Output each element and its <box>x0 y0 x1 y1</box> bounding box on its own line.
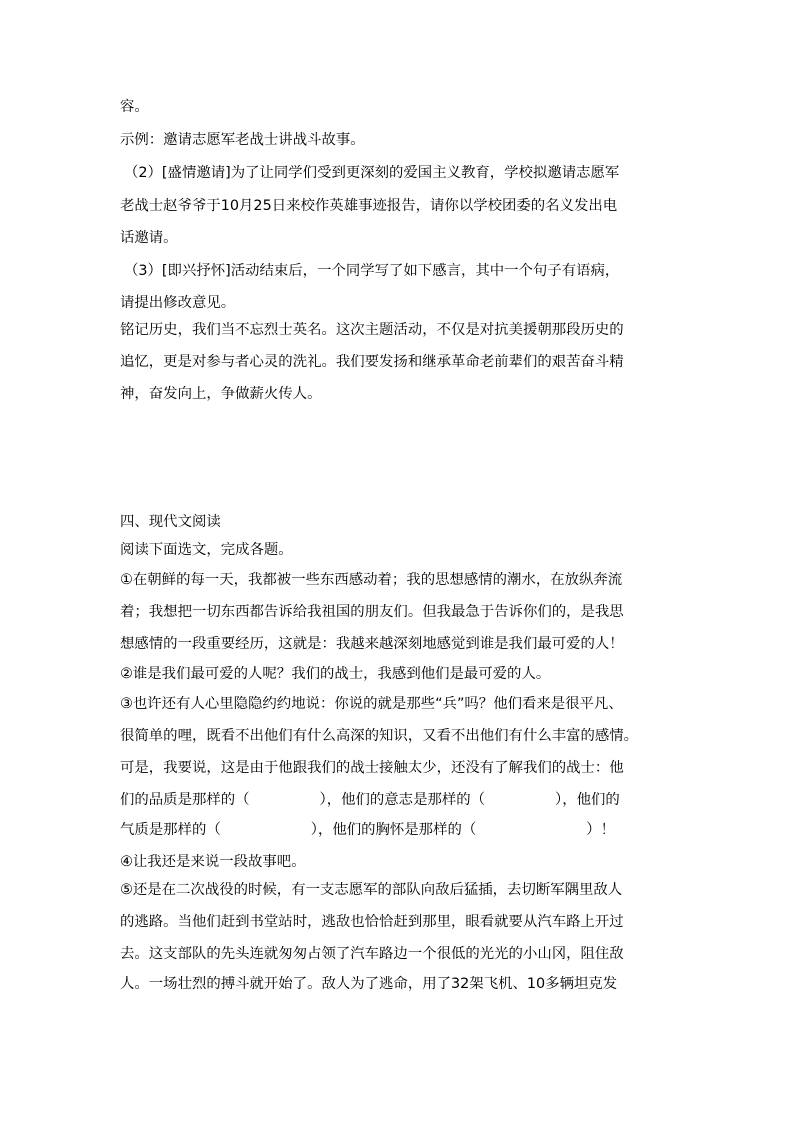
reflection-line: 追忆，更是对参与者心灵的洗礼。我们要发扬和继承革命老前辈们的艰苦奋斗精 <box>120 354 624 370</box>
paragraph-line: 可是，我要说，这是由于他跟我们的战士接触太少，还没有了解我们的战士：他 <box>120 760 624 776</box>
question-3-line: （3）[即兴抒怀]活动结束后，一个同学写了如下感言，其中一个句子有语病， <box>124 263 620 279</box>
reflection-line: 神，奋发向上，争做薪火传人。 <box>120 386 322 402</box>
text-fragment: 们的品质是那样的（ <box>120 792 250 808</box>
question-2-line: 老战士赵爷爷于10月25日来校作英雄事迹报告，请你以学校团委的名义发出电 <box>120 198 618 214</box>
question-3-line: 请提出修改意见。 <box>120 295 236 311</box>
paragraph-line: ④让我还是来说一段故事吧。 <box>120 854 306 870</box>
fill-blank-line <box>120 820 680 840</box>
paragraph-line: 很简单的哩，既看不出他们有什么高深的知识，又看不出他们有什么丰富的感情。 <box>120 728 639 744</box>
text-fragment: ）！ <box>586 822 616 838</box>
question-2-line: 话邀请。 <box>120 230 178 246</box>
text-fragment: ），他们的意志是那样的（ <box>319 792 486 808</box>
text-fragment: ），他们的胸怀是那样的（ <box>310 822 477 838</box>
paragraph-line: 想感情的一段重要经历，这就是：我越来越深刻地感觉到谁是我们最可爱的人！ <box>120 636 624 652</box>
paragraph-line: 去。这支部队的先头连就匆匆占领了汽车路边一个很低的光光的小山冈，阻住敌 <box>120 946 624 962</box>
paragraph-line: ①在朝鲜的每一天，我都被一些东西感动着；我的思想感情的潮水，在放纵奔流 <box>120 572 623 588</box>
paragraph-line: ②谁是我们最可爱的人呢？我们的战士，我感到他们是最可爱的人。 <box>120 666 551 682</box>
example-line: 示例：邀请志愿军老战士讲战斗故事。 <box>120 132 365 148</box>
fill-blank-line <box>120 790 680 810</box>
question-2-line: （2）[盛情邀请]为了让同学们受到更深刻的爱国主义教育，学校拟邀请志愿军 <box>124 165 620 181</box>
text-fragment: 气质是那样的（ <box>120 822 221 838</box>
paragraph-line: 的逃路。当他们赶到书堂站时，逃敌也恰恰赶到那里，眼看就要从汽车路上开过 <box>120 914 624 930</box>
text-fragment: ），他们的 <box>555 792 620 808</box>
instruction-line: 阅读下面选文，完成各题。 <box>120 542 293 558</box>
paragraph-line: ③也许还有人心里隐隐约约地说：你说的就是那些“兵”吗？他们看来是很平凡、 <box>120 696 623 712</box>
paragraph-line: 着；我想把一切东西都告诉给我祖国的朋友们。但我最急于告诉你们的，是我思 <box>120 604 624 620</box>
section-heading: 四、现代文阅读 <box>120 514 221 530</box>
reflection-line: 铭记历史，我们当不忘烈士英名。这次主题活动，不仅是对抗美援朝那段历史的 <box>120 322 624 338</box>
paragraph-line: 人。一场壮烈的搏斗就开始了。敌人为了逃命，用了32架飞机、10多辆坦克发 <box>120 976 618 992</box>
text-line: 容。 <box>120 99 149 115</box>
paragraph-line: ⑤还是在二次战役的时候，有一支志愿军的部队向敌后猛插，去切断军隅里敌人 <box>120 882 623 898</box>
